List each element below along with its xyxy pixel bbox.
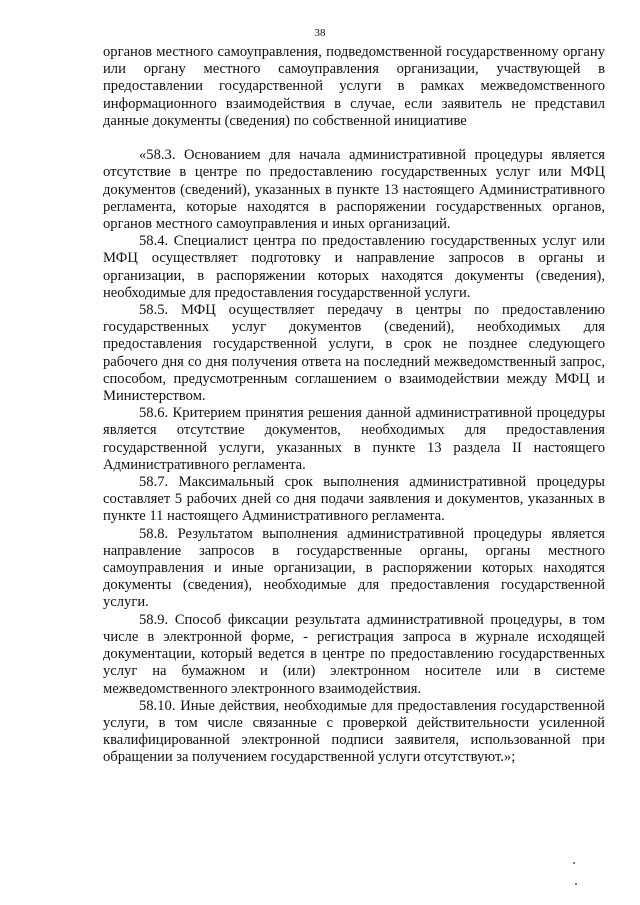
paragraph-58-5: 58.5. МФЦ осуществляет передачу в центры по предоставлению государственных услуг документов (сведений), необходимых для предоставления государственной услуги, в срок не позднее следующего рабочего дня со дня получения ответа на последний межведомственный запрос, способом, предусмотренным соглашением о взаимодействии между МФЦ и Министерством. [103,302,605,405]
paragraph-58-3: «58.3. Основанием для начала административной процедуры является отсутствие в центре по предоставлению государственных услуг или МФЦ документов (сведений), указанных в пункте 13 настоящего Административного регламента, которые находятся в распоряжении государственных органов, органов местного самоуправления и иных организаций. [103,147,605,233]
scan-speck [573,862,575,864]
paragraph-58-8: 58.8. Результатом выполнения административной процедуры является направление запросов в государственные органы, органы местного самоуправления и иные организации, в распоряжении которых находятся документы (сведения), необходимые для предоставления государственной услуги. [103,525,605,611]
paragraph-58-9: 58.9. Способ фиксации результата административной процедуры, в том числе в электронной форме, - регистрация запроса в журнале исходящей документации, который ведется в центре по предоставлению государственных услуг на бумажном и (или) электронном носителе или в системе межведомственного электронного взаимодействия. [103,611,605,697]
paragraph-58-4: 58.4. Специалист центра по предоставлению государственных услуг или МФЦ осуществляет подготовку и направление запросов в органы и организации, в распоряжении которых находятся документы (сведения), необходимые для предоставления государственной услуги. [103,233,605,301]
document-body [103,44,605,767]
scan-speck [575,883,577,885]
paragraph-58-6: 58.6. Критерием принятия решения данной административной процедуры является отсутствие документов, необходимых для предоставления государственной услуги, указанных в пункте 13 раздела II настоящего Административного регламента. [103,405,605,473]
page-number: 38 [314,27,326,39]
paragraph-58-10: 58.10. Иные действия, необходимые для предоставления государственной услуги, в том числе связанные с проверкой действительности усиленной квалифицированной электронной подписи заявителя, использованной при обращении за получением государственной услуги отсутствуют.»; [103,697,605,766]
paragraph-58-7: 58.7. Максимальный срок выполнения административной процедуры составляет 5 рабочих дней со дня подачи заявления и документов, указанных в пункте 11 настоящего Административного регламента. [103,474,605,525]
paragraph-continuation: органов местного самоуправления, подведомственной государственному органу или органу местного самоуправления организации, участвующей в предоставлении государственной услуги в рамках межведомственного информационного взаимодействия в случае, если заявитель не представил данные документы (сведения) по собственной инициативе [103,44,605,129]
